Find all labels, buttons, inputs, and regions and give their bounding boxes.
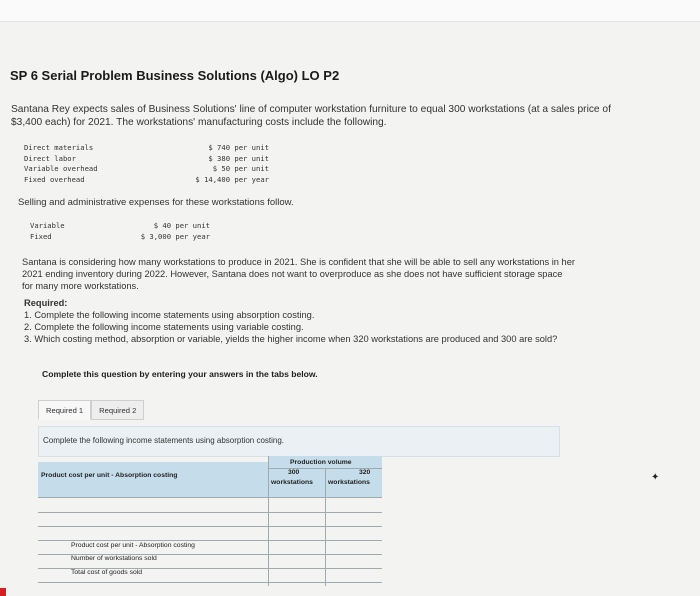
rule <box>38 582 382 583</box>
required-item: 2. Complete the following income statements using variable costing. <box>24 322 304 332</box>
paragraph-line: Santana is considering how many workstations to produce in 2021. She is confident that she will be able to sell any workstations in her <box>22 257 575 267</box>
cost-row <box>24 143 269 154</box>
production-volume-header: Production volume <box>290 459 352 466</box>
cost-label: Fixed <box>30 231 52 241</box>
cost-value: $ 14,400 per year <box>195 174 269 184</box>
rule <box>38 526 382 527</box>
required-section <box>24 297 557 345</box>
intro-text <box>11 103 651 129</box>
row-label: Product cost per unit - Absorption costing <box>71 542 195 549</box>
intro-line: Santana Rey expects sales of Business Solutions' line of computer workstation furniture to equal 300 workstations (at a sales price of <box>11 104 611 115</box>
cost-value: $ 40 per unit <box>153 221 210 230</box>
panel-text: Complete the following income statements using absorption costing. <box>43 436 285 445</box>
tab-required-1[interactable]: Required 1 <box>38 400 91 420</box>
sga-cost-table <box>30 221 210 242</box>
tab-bar <box>38 400 144 420</box>
top-bar <box>0 0 700 22</box>
page-title: SP 6 Serial Problem Business Solutions (Algo) LO P2 <box>10 68 340 83</box>
column-300-number: 300 <box>288 469 300 476</box>
cost-value: $ 740 per unit <box>208 143 269 152</box>
instruction-panel <box>38 426 560 457</box>
row-label-header: Product cost per unit - Absorption costing <box>41 472 178 479</box>
cost-row <box>24 164 269 175</box>
cost-label: Direct materials <box>24 143 94 152</box>
rule <box>38 497 382 498</box>
instruction-text: Complete this question by entering your answers in the tabs below. <box>42 369 318 379</box>
paragraph-line: 2021 ending inventory during 2022. However, Santana does not want to overproduce as she does not have sufficient storage space <box>22 269 563 279</box>
column-divider <box>325 468 326 586</box>
header-label-cell <box>38 462 268 497</box>
cost-value: $ 380 per unit <box>208 153 269 163</box>
rule <box>38 512 382 513</box>
tab-required-2[interactable]: Required 2 <box>91 400 144 420</box>
cost-value: $ 3,000 per year <box>140 231 210 241</box>
cost-label: Variable overhead <box>24 164 98 173</box>
cost-row <box>30 232 210 243</box>
cost-value: $ 50 per unit <box>212 164 269 173</box>
row-label: Total cost of goods sold <box>71 569 143 576</box>
column-300-unit: workstations <box>271 479 313 486</box>
column-320-unit: workstations <box>328 479 370 486</box>
column-320-number: 320 <box>359 469 371 476</box>
sga-heading: Selling and administrative expenses for these workstations follow. <box>18 197 294 208</box>
income-statement-table <box>38 456 382 586</box>
edge-marker <box>0 588 6 596</box>
cost-label: Variable <box>30 221 65 230</box>
required-heading: Required: <box>24 298 68 308</box>
column-divider <box>268 456 269 586</box>
cost-row <box>24 175 269 186</box>
cursor-icon: ✦ <box>651 472 660 483</box>
manufacturing-cost-table <box>24 143 269 185</box>
required-item: 1. Complete the following income statements using absorption costing. <box>24 310 315 320</box>
cost-row <box>30 221 210 232</box>
cost-label: Fixed overhead <box>24 174 85 184</box>
required-item: 3. Which costing method, absorption or variable, yields the higher income when 320 workstations are produced and 300 are sold? <box>24 334 558 344</box>
row-label: Number of workstations sold <box>71 555 157 562</box>
paragraph-line: for many more workstations. <box>22 281 139 291</box>
scenario-paragraph <box>22 256 637 292</box>
rule <box>38 540 382 541</box>
cost-row <box>24 154 269 165</box>
cost-label: Direct labor <box>24 153 76 163</box>
intro-line: $3,400 each) for 2021. The workstations' manufacturing costs include the following. <box>11 117 387 128</box>
